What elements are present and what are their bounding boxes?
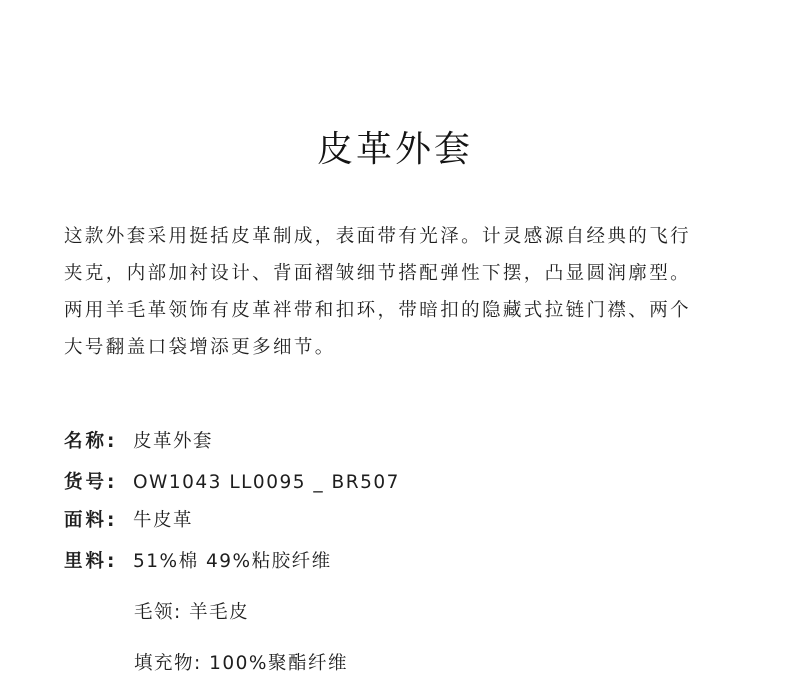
spec-item-number-label: 货号:	[64, 472, 118, 493]
description-line: 这款外套采用挺括皮革制成，表面带有光泽。计灵感源自经典的飞行	[64, 226, 692, 247]
spec-item-number	[64, 470, 400, 496]
spec-name	[64, 429, 213, 455]
description-line: 夹克，内部加衬设计、背面褶皱细节搭配弹性下摆，凸显圆润廓型。	[64, 263, 692, 284]
sub-spec-filling: 填充物: 100%聚酯纤维	[134, 653, 349, 674]
description-line: 两用羊毛革领饰有皮革袢带和扣环，带暗扣的隐藏式拉链门襟、两个	[64, 300, 692, 321]
sub-spec-collar: 毛领: 羊毛皮	[134, 602, 250, 623]
spec-fabric	[64, 508, 193, 534]
product-description	[64, 218, 734, 366]
spec-item-number-value: OW1043 LL0095 _ BR507	[133, 472, 400, 493]
spec-lining	[64, 549, 332, 575]
spec-name-value: 皮革外套	[133, 431, 214, 452]
spec-lining-value: 51%棉 49%粘胶纤维	[133, 551, 332, 572]
spec-name-label: 名称:	[64, 431, 118, 452]
spec-fabric-value: 牛皮革	[133, 510, 194, 531]
description-line: 大号翻盖口袋增添更多细节。	[64, 337, 336, 358]
product-title: 皮革外套	[316, 129, 473, 170]
spec-fabric-label: 面料:	[64, 510, 118, 531]
spec-lining-label: 里料:	[64, 551, 118, 572]
